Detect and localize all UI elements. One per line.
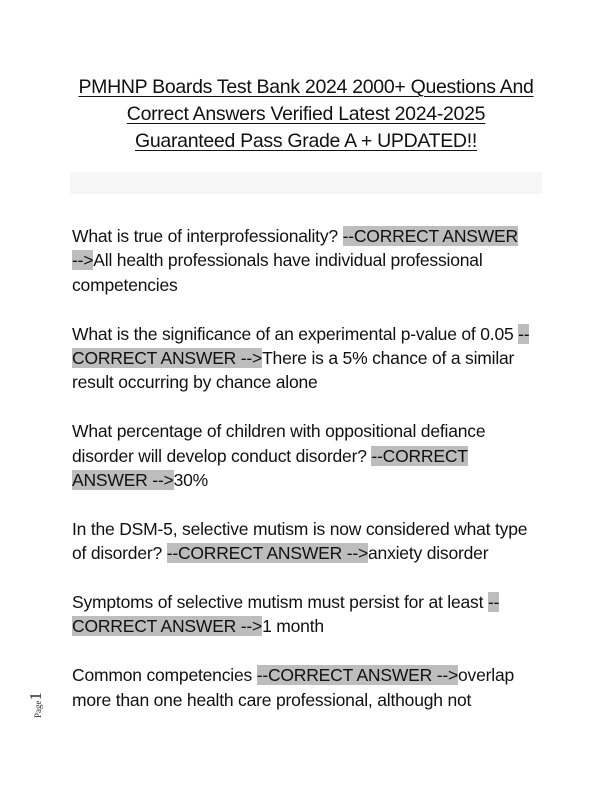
page-number: 1 [26, 692, 45, 701]
answer-marker: --CORRECT ANSWER --> [166, 543, 368, 564]
answer-text: There is a 5% chance of a similar result occurring by chance alone [72, 348, 515, 393]
answer-marker: -- [487, 592, 500, 613]
qa-item-2 [72, 322, 542, 395]
question-text: In the DSM-5, selective mutism is now considered what type of disorder? [72, 518, 528, 564]
page-number-footer [26, 684, 58, 724]
answer-text: All health professionals have individual professional competencies [72, 250, 483, 295]
answer-marker: --CORRECT ANSWER --> [256, 665, 459, 686]
qa-item-5 [72, 590, 542, 639]
question-text: What is the significance of an experimental p-value of 0.05 [72, 323, 519, 344]
answer-marker: --CORRECT ANSWER --> [72, 323, 530, 369]
question-text: Common competencies [72, 665, 257, 686]
title-line-3: Guaranteed Pass Grade A + UPDATED!! [135, 130, 477, 152]
document-body [72, 224, 542, 736]
answer-text: anxiety disorder [368, 543, 489, 564]
answer-text: overlap more than one health care professional, although not [72, 665, 515, 710]
answer-marker: --CORRECT ANSWER [342, 226, 518, 246]
qa-item-3 [72, 419, 542, 492]
title-line-2: Correct Answers Verified Latest 2024-2025 [126, 103, 486, 125]
answer-marker-continued: --> [72, 250, 94, 271]
qa-item-6 [72, 663, 542, 712]
question-text: What is true of interprofessionality? [72, 226, 343, 246]
answer-text: 30% [173, 470, 208, 491]
answer-marker-continued: ANSWER --> [72, 470, 174, 491]
document-title [70, 74, 542, 155]
shaded-separator [70, 172, 542, 194]
answer-marker: --CORRECT [371, 445, 468, 466]
answer-text: 1 month [262, 616, 324, 637]
question-text: What percentage of children with oppositional defiance disorder will develop conduct disorder? [72, 421, 486, 466]
answer-marker-continued: CORRECT ANSWER --> [72, 616, 263, 637]
qa-item-4 [72, 517, 542, 566]
qa-item-1 [72, 224, 542, 297]
question-text: Symptoms of selective mutism must persist for at least [72, 592, 488, 613]
title-line-1: PMHNP Boards Test Bank 2024 2000+ Questions And [78, 76, 534, 98]
page-label: Page [33, 700, 43, 718]
